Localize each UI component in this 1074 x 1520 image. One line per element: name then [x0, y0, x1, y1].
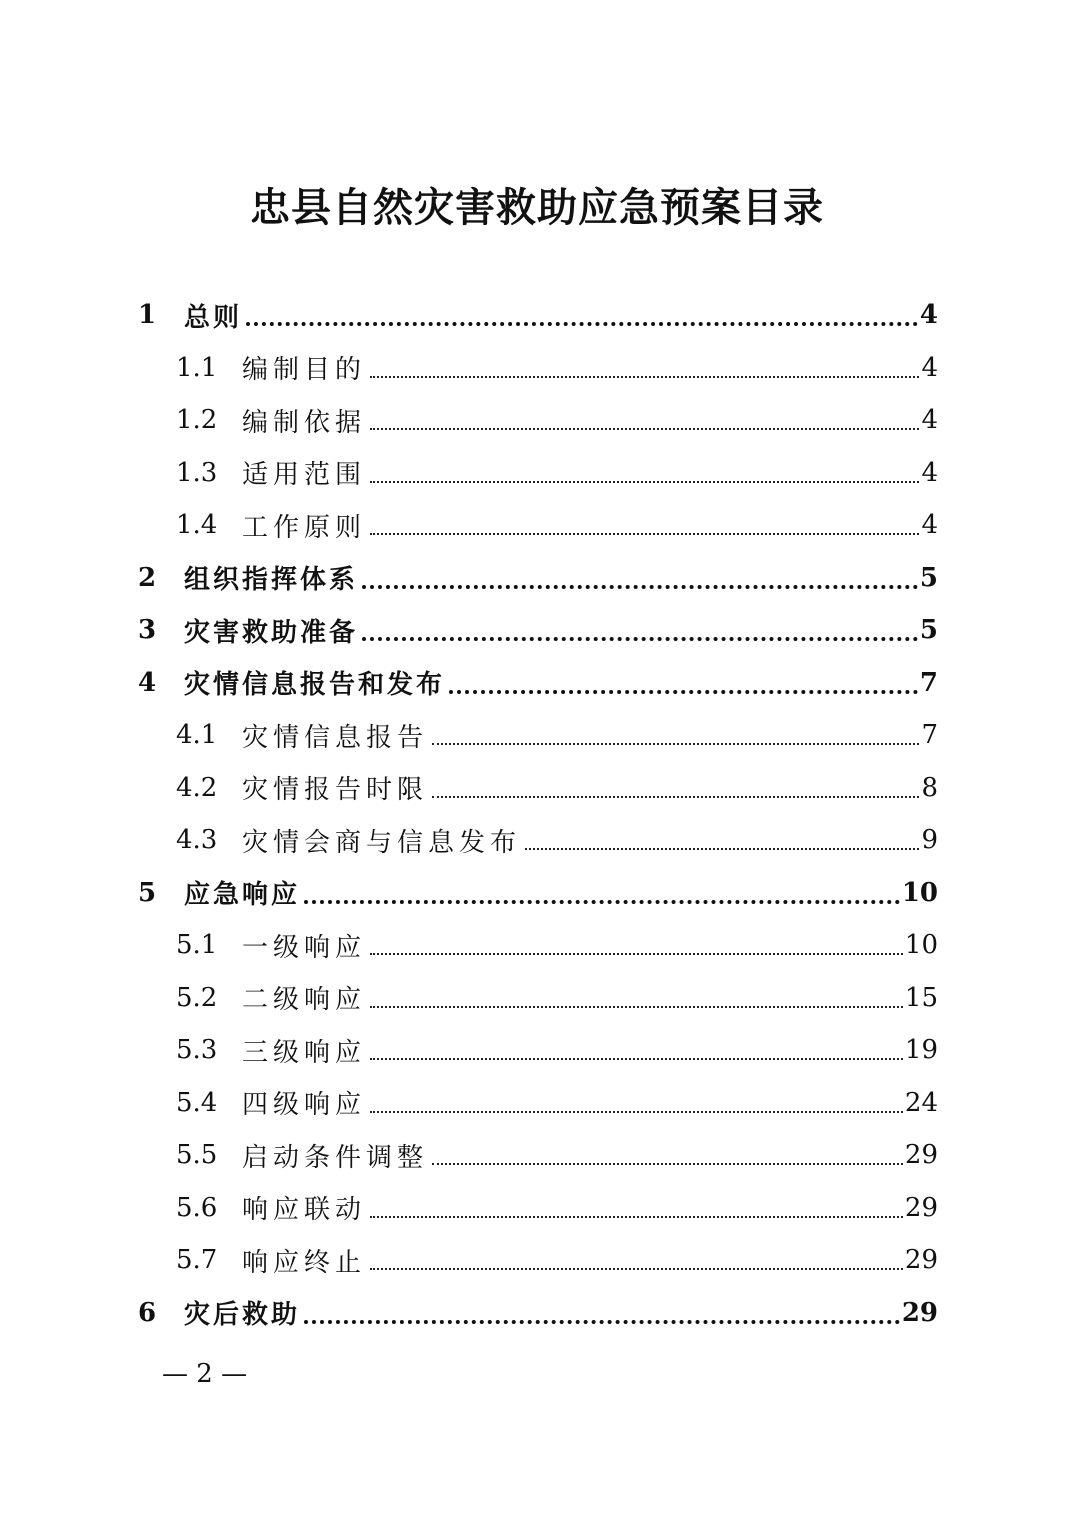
dot-leader	[370, 376, 919, 378]
dot-leader	[370, 1268, 903, 1270]
toc-entry-page: 15	[904, 982, 938, 1013]
toc-entry-label: 四级响应	[242, 1090, 367, 1121]
toc-entry[interactable]	[138, 1182, 938, 1235]
toc-entry-page: 4	[919, 300, 938, 331]
toc-entry-label: 总则	[184, 302, 243, 333]
toc-entry-number: 4.1	[176, 720, 218, 751]
toc-entry-page: 24	[904, 1087, 938, 1118]
toc-entry-number: 5.4	[176, 1087, 218, 1118]
toc-entry[interactable]	[138, 342, 938, 395]
page-title: 忠县自然灾害救助应急预案目录	[250, 184, 824, 231]
dot-leader	[432, 1163, 903, 1165]
toc-entry-label: 响应联动	[242, 1195, 367, 1226]
toc-entry-page: 9	[921, 825, 938, 856]
dot-leader	[370, 533, 919, 535]
toc-entry-page: 19	[904, 1035, 938, 1066]
toc-entry-number: 5.1	[176, 930, 218, 961]
toc-entry-label: 响应终止	[242, 1247, 367, 1278]
dot-leader	[449, 690, 918, 694]
toc-entry-label: 灾情信息报告和发布	[184, 670, 446, 701]
toc-entry-page: 4	[921, 352, 938, 383]
toc-entry-number: 1.2	[176, 405, 218, 436]
toc-entry[interactable]	[138, 1077, 938, 1130]
toc-entry-number: 4	[138, 667, 157, 698]
toc-entry-page: 7	[921, 720, 938, 751]
toc-entry[interactable]	[138, 499, 938, 552]
toc-entry-page: 5	[919, 562, 938, 593]
toc-entry[interactable]	[138, 394, 938, 447]
toc-entry-number: 5.3	[176, 1035, 218, 1066]
toc-entry-number: 5.2	[176, 982, 218, 1013]
dot-leader	[370, 1216, 903, 1218]
toc-entry[interactable]	[138, 604, 938, 657]
toc-entry-label: 适用范围	[242, 460, 367, 491]
toc-entry[interactable]	[138, 762, 938, 815]
toc-entry-label: 灾害救助准备	[184, 617, 359, 648]
dot-leader	[362, 585, 918, 589]
toc-entry-page: 29	[904, 1140, 938, 1171]
toc-entry-label: 编制目的	[242, 355, 367, 386]
dot-leader	[370, 1058, 903, 1060]
dot-leader	[304, 1320, 900, 1324]
dot-leader	[525, 848, 919, 850]
toc-entry-number: 4.3	[176, 825, 218, 856]
toc-entry-page: 10	[904, 930, 938, 961]
toc-entry-page: 8	[921, 772, 938, 803]
dot-leader	[370, 953, 903, 955]
toc-entry[interactable]	[138, 1287, 938, 1340]
toc-entry[interactable]	[138, 289, 938, 342]
toc-entry-number: 1.3	[176, 457, 218, 488]
toc-entry-number: 4.2	[176, 772, 218, 803]
toc-entry-page: 10	[901, 877, 938, 908]
toc-entry-page: 5	[919, 615, 938, 646]
toc-entry-number: 6	[138, 1297, 157, 1328]
toc-entry[interactable]	[138, 447, 938, 500]
dot-leader	[432, 743, 919, 745]
toc-entry[interactable]	[138, 709, 938, 762]
toc-entry-label: 组织指挥体系	[184, 565, 359, 596]
toc-entry-label: 应急响应	[184, 880, 301, 911]
dot-leader	[370, 1111, 903, 1113]
toc-entry-label: 灾情报告时限	[242, 775, 429, 806]
toc-entry[interactable]	[138, 552, 938, 605]
dot-leader	[246, 322, 918, 326]
toc-entry-label: 灾情信息报告	[242, 722, 429, 753]
dot-leader	[370, 428, 919, 430]
dot-leader	[432, 796, 919, 798]
toc-entry-label: 启动条件调整	[242, 1142, 429, 1173]
toc-entry-number: 5.6	[176, 1192, 218, 1223]
toc-entry[interactable]	[138, 919, 938, 972]
toc-entry-number: 1.4	[176, 510, 218, 541]
toc-entry-number: 3	[138, 615, 157, 646]
toc-entry-number: 5.7	[176, 1245, 218, 1276]
toc-entry[interactable]	[138, 1234, 938, 1287]
toc-entry-label: 编制依据	[242, 407, 367, 438]
page-number-footer: — 2 —	[162, 1359, 248, 1389]
toc-entry-page: 7	[919, 667, 938, 698]
toc-entry-page: 29	[904, 1245, 938, 1276]
toc-entry-number: 5.5	[176, 1140, 218, 1171]
toc-entry[interactable]	[138, 1129, 938, 1182]
toc-entry-number: 1.1	[176, 352, 218, 383]
toc-entry[interactable]	[138, 1024, 938, 1077]
toc-entry-label: 一级响应	[242, 932, 367, 963]
dot-leader	[304, 900, 900, 904]
toc-entry-page: 29	[901, 1297, 938, 1328]
toc-entry[interactable]	[138, 867, 938, 920]
toc-entry-number: 5	[138, 877, 157, 908]
toc-entry[interactable]	[138, 657, 938, 710]
table-of-contents	[138, 289, 938, 1339]
toc-entry-number: 2	[138, 562, 157, 593]
toc-entry-label: 二级响应	[242, 985, 367, 1016]
dot-leader	[370, 1006, 903, 1008]
toc-entry-label: 三级响应	[242, 1037, 367, 1068]
toc-entry-label: 工作原则	[242, 512, 367, 543]
toc-entry[interactable]	[138, 814, 938, 867]
dot-leader	[362, 637, 918, 641]
toc-entry-number: 1	[138, 300, 157, 331]
toc-entry-label: 灾情会商与信息发布	[242, 827, 522, 858]
toc-entry-label: 灾后救助	[184, 1300, 301, 1331]
toc-entry-page: 4	[921, 510, 938, 541]
toc-entry[interactable]	[138, 972, 938, 1025]
dot-leader	[370, 481, 919, 483]
toc-entry-page: 4	[921, 457, 938, 488]
toc-entry-page: 4	[921, 405, 938, 436]
toc-entry-page: 29	[904, 1192, 938, 1223]
